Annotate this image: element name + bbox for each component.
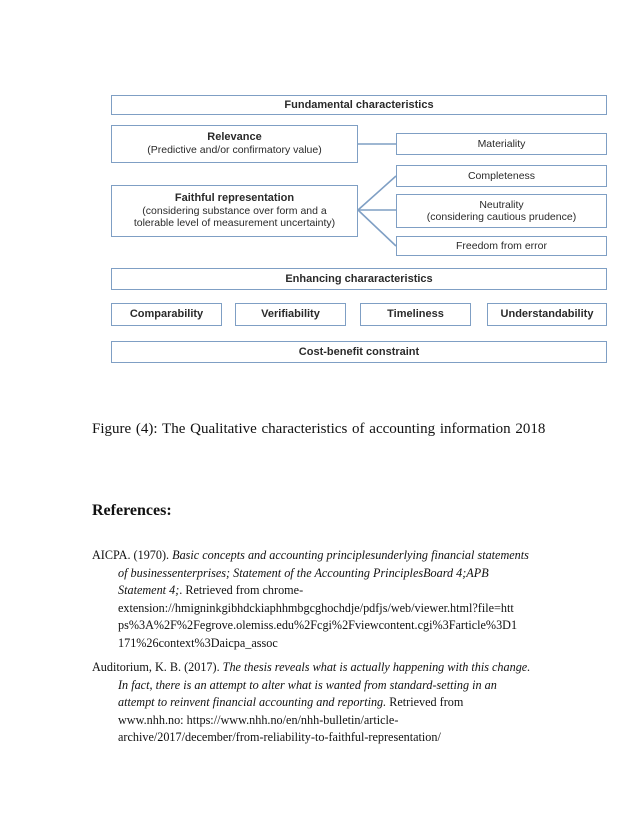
neutrality-title: Neutrality bbox=[479, 198, 524, 211]
faithful-representation-title: Faithful representation bbox=[174, 192, 295, 205]
freedom-from-error-box bbox=[396, 236, 607, 256]
enhancing-characteristics-label: Enhancing chararacteristics bbox=[285, 272, 433, 285]
understandability-label: Understandability bbox=[500, 308, 594, 321]
neutrality-box bbox=[396, 194, 607, 228]
completeness-label: Completeness bbox=[467, 169, 536, 182]
neutrality-subtitle: (considering cautious prudence) bbox=[426, 211, 577, 223]
reference-aicpa-url-1[interactable]: extension://hmigninkgibhdckiaphhmbgcghochdje/pdfjs/web/viewer.html?file=htt bbox=[118, 600, 514, 615]
reference-auditorium bbox=[92, 659, 562, 747]
reference-aicpa-retrieved: . Retrieved from chrome- bbox=[179, 583, 304, 597]
connector-faithful-freedom bbox=[358, 210, 396, 246]
understandability-box bbox=[487, 303, 607, 326]
reference-auditorium-url-2[interactable]: archive/2017/december/from-reliability-to-faithful-representation/ bbox=[118, 730, 441, 744]
reference-aicpa-author: AICPA. (1970). bbox=[92, 548, 173, 562]
reference-aicpa-line-3 bbox=[92, 582, 562, 600]
completeness-box bbox=[396, 165, 607, 187]
reference-auditorium-title-3: attempt to reinvent financial accounting and reporting. bbox=[118, 695, 387, 709]
figure-caption: Figure (4): The Qualitative characteristics of accounting information 2018 bbox=[92, 421, 546, 437]
reference-auditorium-author: Auditorium, K. B. (2017). bbox=[92, 660, 223, 674]
materiality-label: Materiality bbox=[477, 137, 526, 150]
faithful-representation-subtitle-2: tolerable level of measurement uncertainty) bbox=[133, 217, 336, 230]
reference-auditorium-line-3 bbox=[92, 694, 562, 712]
reference-aicpa-url-3[interactable]: 171%26context%3Daicpa_assoc bbox=[118, 635, 278, 650]
relevance-box bbox=[111, 125, 358, 163]
qualitative-characteristics-diagram bbox=[0, 0, 638, 380]
reference-auditorium-line-1 bbox=[92, 659, 562, 677]
reference-auditorium-title-2: In fact, there is an attempt to alter what is wanted from standard-setting in an bbox=[118, 677, 497, 692]
reference-auditorium-url-1[interactable]: www.nhh.no: https://www.nhh.no/en/nhh-bulletin/article- bbox=[118, 712, 399, 727]
verifiability-label: Verifiability bbox=[261, 308, 320, 321]
reference-aicpa-url-2[interactable]: ps%3A%2F%2Fegrove.olemiss.edu%2Fcgi%2Fviewcontent.cgi%3Farticle%3D1 bbox=[118, 618, 518, 632]
reference-aicpa-title-3: Statement 4; bbox=[118, 583, 180, 597]
reference-aicpa-line-2 bbox=[92, 565, 562, 583]
reference-auditorium-line-2 bbox=[92, 677, 562, 695]
faithful-representation-box bbox=[111, 185, 358, 237]
references-heading: References: bbox=[92, 502, 172, 519]
reference-auditorium-title-1: The thesis reveals what is actually happening with this change. bbox=[222, 660, 531, 674]
relevance-subtitle: (Predictive and/or confirmatory value) bbox=[147, 144, 322, 157]
reference-aicpa-title-1: Basic concepts and accounting principlesunderlying financial statements bbox=[172, 548, 529, 562]
materiality-box bbox=[396, 133, 607, 155]
cost-benefit-constraint-box bbox=[111, 341, 607, 363]
fundamental-characteristics-box bbox=[111, 95, 607, 115]
fundamental-characteristics-label: Fundamental characteristics bbox=[284, 98, 434, 111]
comparability-label: Comparability bbox=[129, 308, 204, 321]
timeliness-label: Timeliness bbox=[387, 308, 444, 321]
connector-faithful-completeness bbox=[358, 176, 396, 210]
faithful-representation-subtitle-1: (considering substance over form and a bbox=[142, 205, 327, 218]
comparability-box bbox=[111, 303, 222, 326]
relevance-title: Relevance bbox=[207, 131, 262, 144]
cost-benefit-constraint-label: Cost-benefit constraint bbox=[298, 345, 420, 358]
reference-aicpa bbox=[92, 547, 562, 652]
reference-aicpa-line-1 bbox=[92, 547, 562, 565]
reference-aicpa-title-2: of businessenterprises; Statement of the Accounting PrinciplesBoard 4;APB bbox=[118, 565, 489, 580]
enhancing-characteristics-box bbox=[111, 268, 607, 290]
verifiability-box bbox=[235, 303, 346, 326]
timeliness-box bbox=[360, 303, 471, 326]
freedom-from-error-label: Freedom from error bbox=[455, 239, 548, 252]
reference-auditorium-retrieved: Retrieved from bbox=[386, 695, 464, 709]
